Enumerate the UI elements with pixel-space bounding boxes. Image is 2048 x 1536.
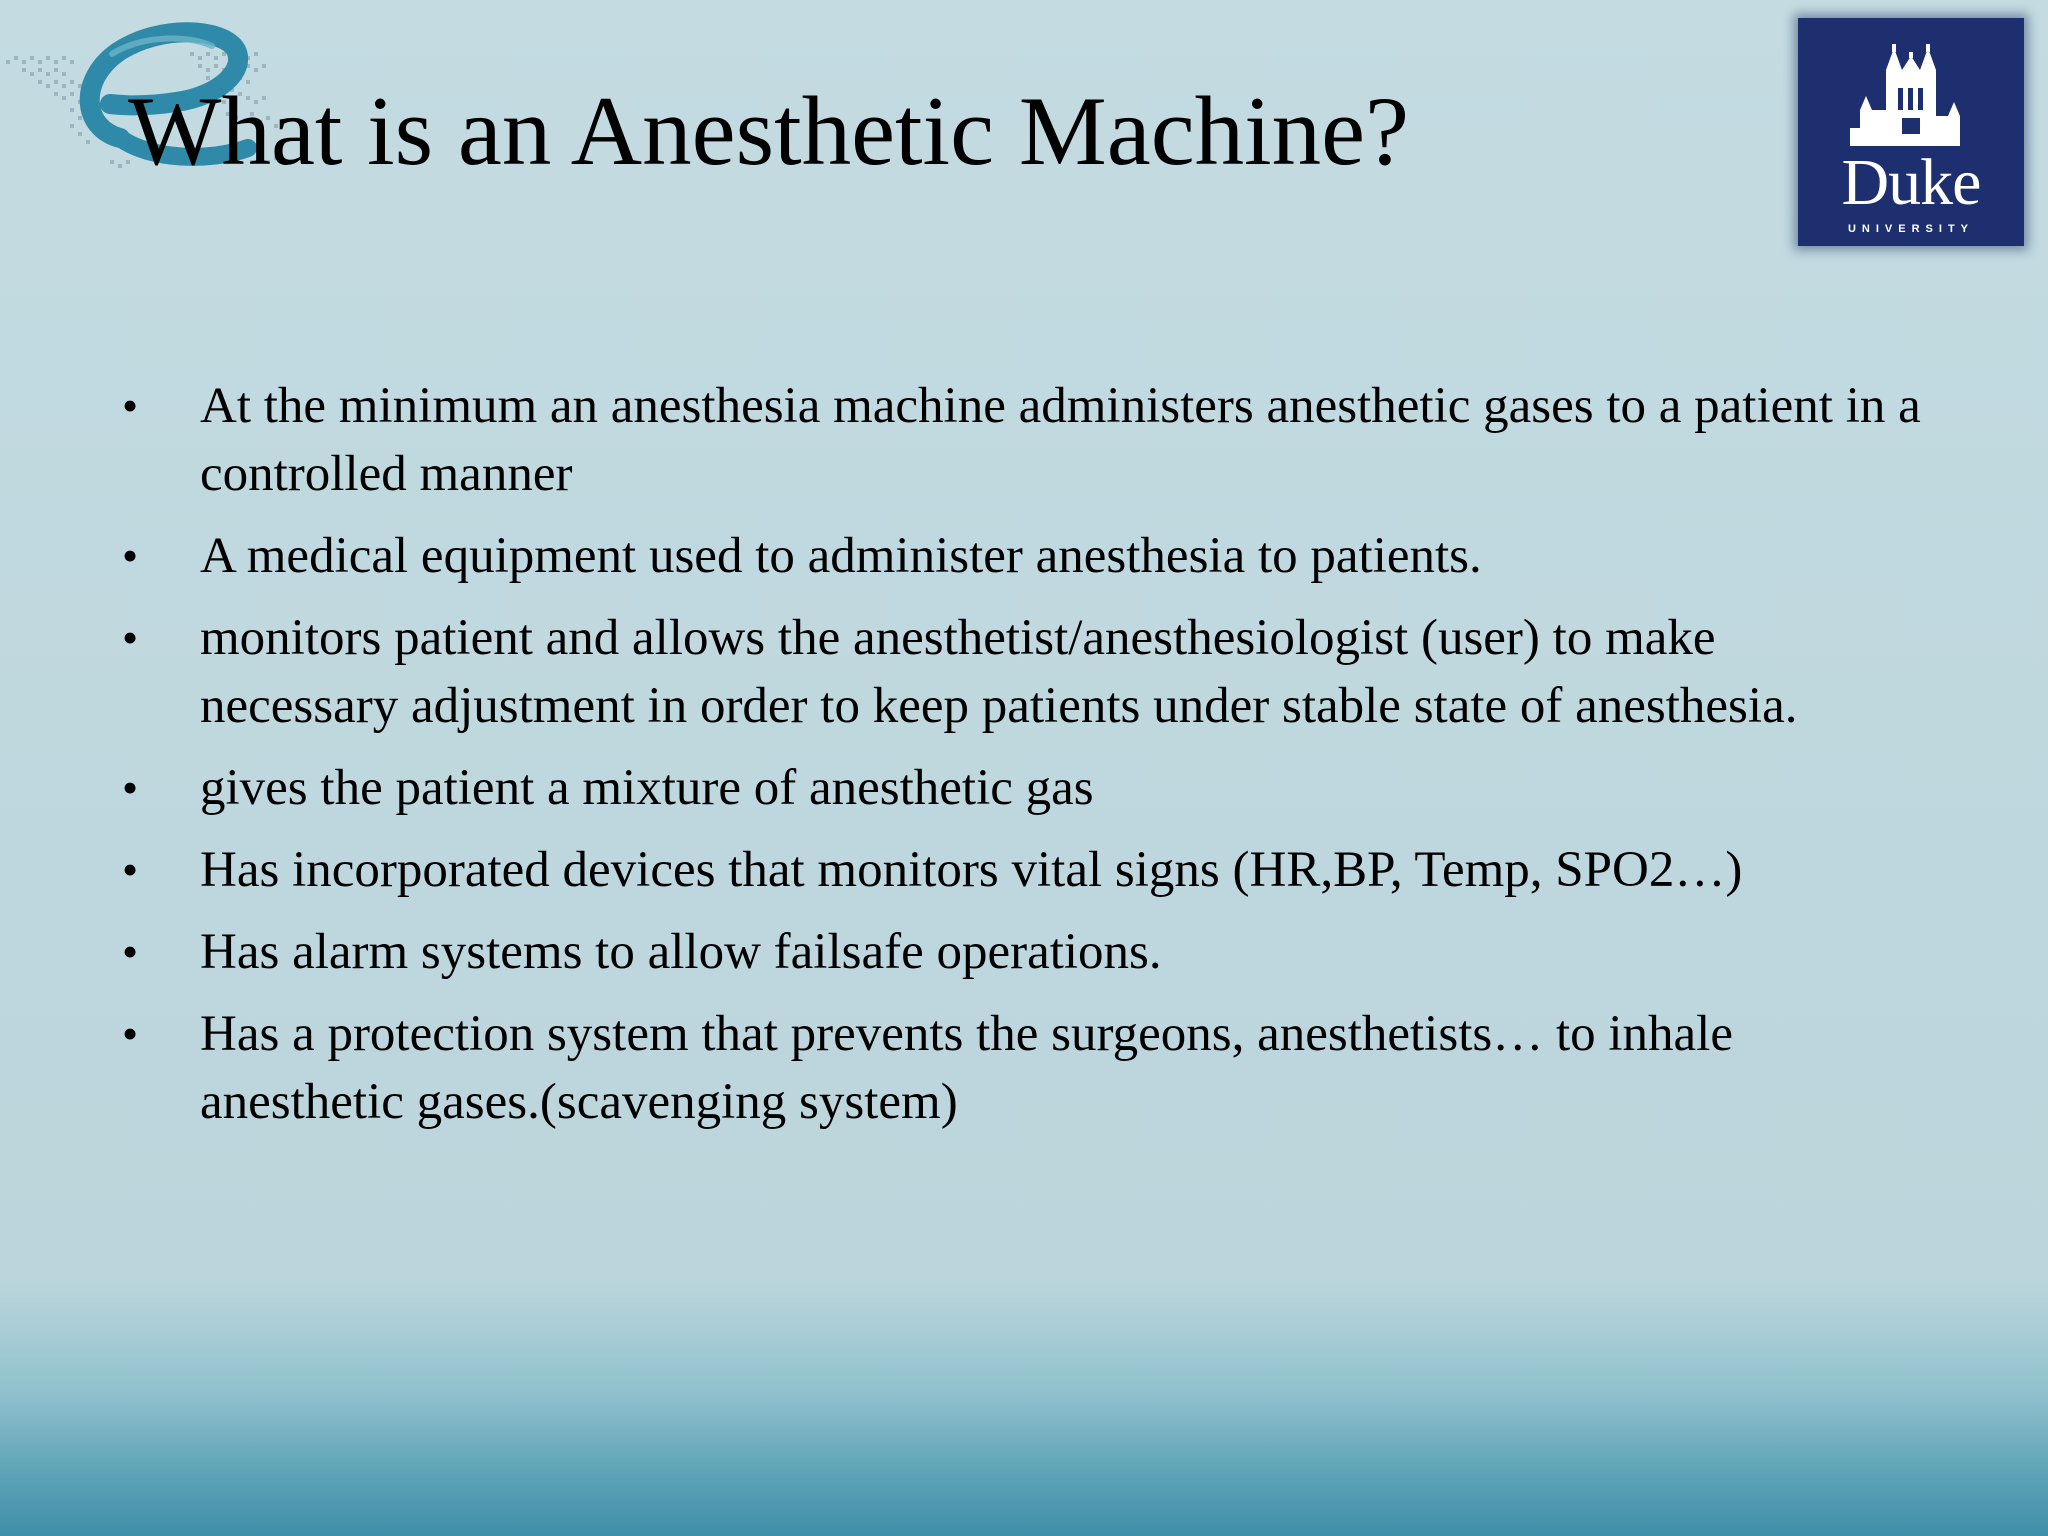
bullet-text: gives the patient a mixture of anesthetic gas [200, 760, 1094, 816]
bullet-item [122, 918, 1922, 986]
bullet-item [122, 604, 1922, 740]
bullet-icon: • [122, 844, 139, 895]
bullet-text: Has incorporated devices that monitors vital signs (HR,BP, Temp, SPO2…) [200, 842, 1743, 898]
bullet-item [122, 754, 1922, 822]
bullet-icon: • [122, 1008, 139, 1059]
duke-logo-subtitle: UNIVERSITY [1847, 223, 1974, 235]
bullet-icon: • [122, 762, 139, 813]
bullet-text: At the minimum an anesthesia machine administers anesthetic gases to a patient in a controlled manner [200, 378, 1921, 502]
bullet-item [122, 372, 1922, 508]
bullet-text: Has alarm systems to allow failsafe operations. [200, 924, 1162, 980]
bullet-item [122, 836, 1922, 904]
bullet-icon: • [122, 380, 139, 431]
bullet-icon: • [122, 926, 139, 977]
bullet-icon: • [122, 612, 139, 663]
bullet-item [122, 1000, 1922, 1136]
bullet-text: A medical equipment used to administer anesthesia to patients. [200, 528, 1482, 584]
duke-university-logo [1798, 18, 2024, 246]
bullet-list [122, 372, 1922, 1150]
bullet-text: Has a protection system that prevents the surgeons, anesthetists… to inhale anesthetic gases.(scavenging system) [200, 1006, 1733, 1130]
bullet-item [122, 522, 1922, 590]
bullet-text: monitors patient and allows the anesthetist/anesthesiologist (user) to make necessary adjustment in order to keep patients under stable state of anesthesia. [200, 610, 1798, 734]
bullet-icon: • [122, 530, 139, 581]
slide-title: What is an Anesthetic Machine? [128, 77, 1410, 186]
duke-logo-name: Duke [1841, 146, 1981, 219]
